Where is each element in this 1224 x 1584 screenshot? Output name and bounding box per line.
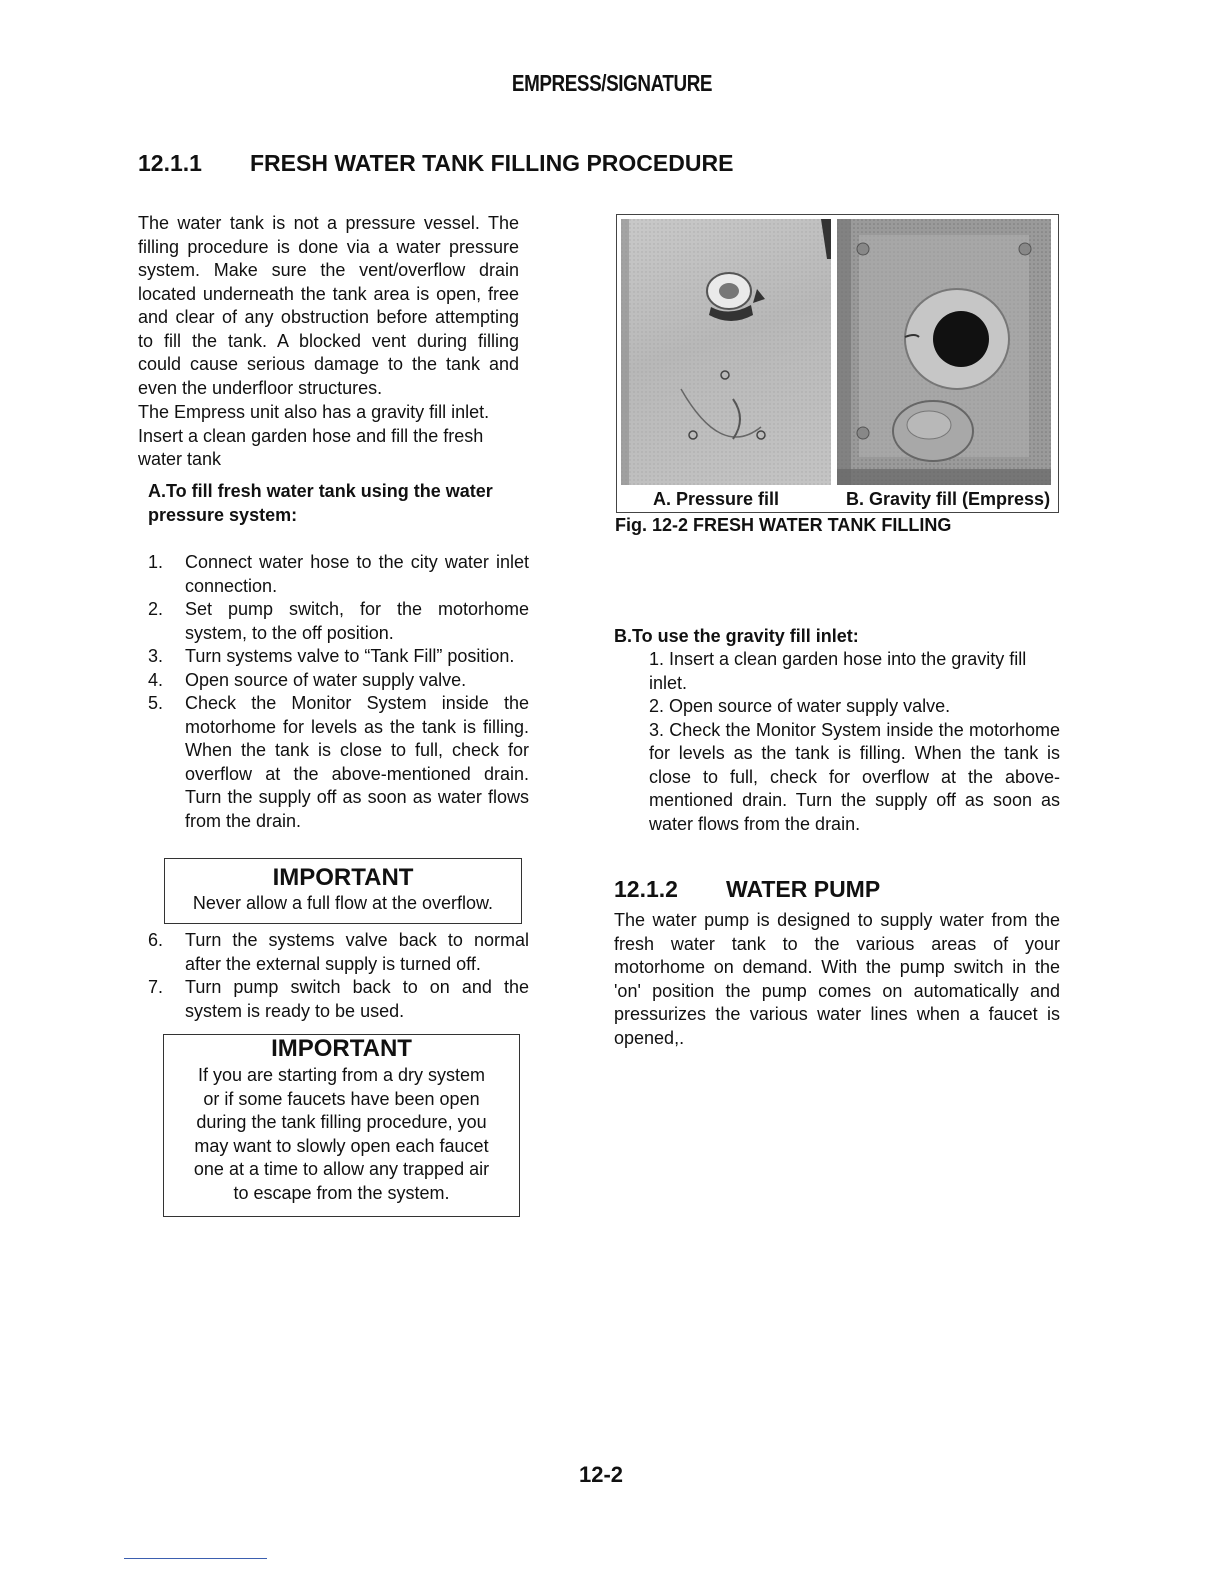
- important-line: If you are starting from a dry system: [197, 1065, 486, 1085]
- part-a-steps-continued: [140, 929, 529, 1023]
- part-a-heading-line-1: A.To fill fresh water tank using the water: [148, 481, 493, 501]
- list-item: [140, 598, 529, 645]
- step-number: 1.: [148, 552, 164, 572]
- step-number: 2.: [148, 599, 164, 619]
- gravity-fill-illustration: [837, 219, 1051, 485]
- section-title: [138, 150, 733, 177]
- list-item: 3. Check the Monitor System inside the motorhome for levels as the tank is filling. When the tank is close to full, check for overflow at the above-mentioned drain. Turn the supply off as soon as water flows from the drain.: [649, 719, 1060, 834]
- pressure-fill-photo: [621, 219, 831, 485]
- step-text: Connect water hose to the city water inlet connection.: [185, 552, 529, 596]
- list-item: [140, 645, 529, 669]
- list-item: [140, 976, 529, 1023]
- step-text: Turn systems valve to “Tank Fill” position.: [185, 646, 515, 666]
- important-box-2: [163, 1034, 520, 1217]
- figure-label-a: A. Pressure fill: [653, 489, 780, 509]
- step-text: Check the Monitor System inside the motorhome for levels as the tank is filling. When the tank is close to full, check for overflow at the above-mentioned drain. Turn the supply off as soon as water flows from the drain.: [185, 693, 529, 831]
- part-b-steps: [649, 648, 1060, 836]
- list-item: [140, 692, 529, 833]
- important-line: during the tank filling procedure, you: [196, 1112, 487, 1132]
- page-number: 12-2: [578, 1462, 624, 1487]
- gravity-fill-photo: [837, 219, 1051, 485]
- important-line: or if some faucets have been open: [203, 1088, 480, 1109]
- step-number: 4.: [148, 669, 164, 690]
- figure-frame: [616, 214, 1059, 513]
- step-text: Turn the systems valve back to normal after the external supply is turned off.: [185, 930, 529, 974]
- section-heading: WATER PUMP: [726, 876, 881, 902]
- section-title-2: [614, 876, 880, 903]
- important-text: Never allow a full flow at the overflow.: [192, 893, 494, 913]
- step-number: 6.: [148, 930, 164, 950]
- step-number: 5.: [148, 693, 164, 713]
- step-text: Open source of water supply valve.: [185, 669, 467, 690]
- step-number: 3.: [148, 646, 164, 666]
- figure-caption: Fig. 12-2 FRESH WATER TANK FILLING: [615, 515, 952, 535]
- figure-label-b: B. Gravity fill (Empress): [846, 489, 1051, 509]
- part-b-heading: B.To use the gravity fill inlet:: [614, 626, 859, 646]
- water-pump-paragraph: The water pump is designed to supply water from the fresh water tank to the various areas of your motorhome on demand. With the pump switch in the 'on' position the pump comes on automatically and pressurizes the various water lines when a faucet is opened,.: [614, 910, 1060, 1048]
- intro-paragraph-1: The water tank is not a pressure vessel. The filling procedure is done via a water pressure system. Make sure the vent/overflow drain located underneath the tank area is open, free and clear of any obstruction before attempting to fill the tank. A blocked vent during filling could cause serious damage to the tank and even the underfloor structures.: [138, 213, 519, 398]
- list-item: [140, 551, 529, 598]
- intro-paragraph-2: The Empress unit also has a gravity fill inlet. Insert a clean garden hose and fill the fresh water tank: [138, 402, 490, 469]
- list-item: [140, 669, 529, 693]
- part-a-heading: [148, 480, 528, 527]
- section-heading: FRESH WATER TANK FILLING PROCEDURE: [250, 150, 734, 176]
- important-line: to escape from the system.: [233, 1182, 450, 1203]
- bottom-rule: [124, 1558, 267, 1559]
- list-item: 2. Open source of water supply valve.: [649, 696, 951, 716]
- pressure-fill-illustration: [621, 219, 831, 485]
- section-number: 12.1.1: [138, 150, 202, 176]
- important-line: may want to slowly open each faucet: [194, 1135, 489, 1156]
- list-item: 1. Insert a clean garden hose into the gravity fill inlet.: [649, 649, 1027, 693]
- page-header: EMPRESS/SIGNATURE: [511, 70, 713, 96]
- important-line: one at a time to allow any trapped air: [193, 1159, 490, 1179]
- part-a-steps: [140, 551, 529, 833]
- important-title: IMPORTANT: [271, 1035, 412, 1062]
- part-a-heading-line-2: pressure system:: [148, 504, 298, 525]
- important-box-1: [164, 858, 522, 924]
- section-number: 12.1.2: [614, 876, 678, 902]
- step-text: Turn pump switch back to on and the system is ready to be used.: [185, 977, 529, 1021]
- important-title: IMPORTANT: [272, 864, 414, 891]
- step-number: 7.: [148, 977, 164, 997]
- step-text: Set pump switch, for the motorhome system, to the off position.: [185, 599, 529, 643]
- important-text: [164, 1064, 519, 1205]
- list-item: [140, 929, 529, 976]
